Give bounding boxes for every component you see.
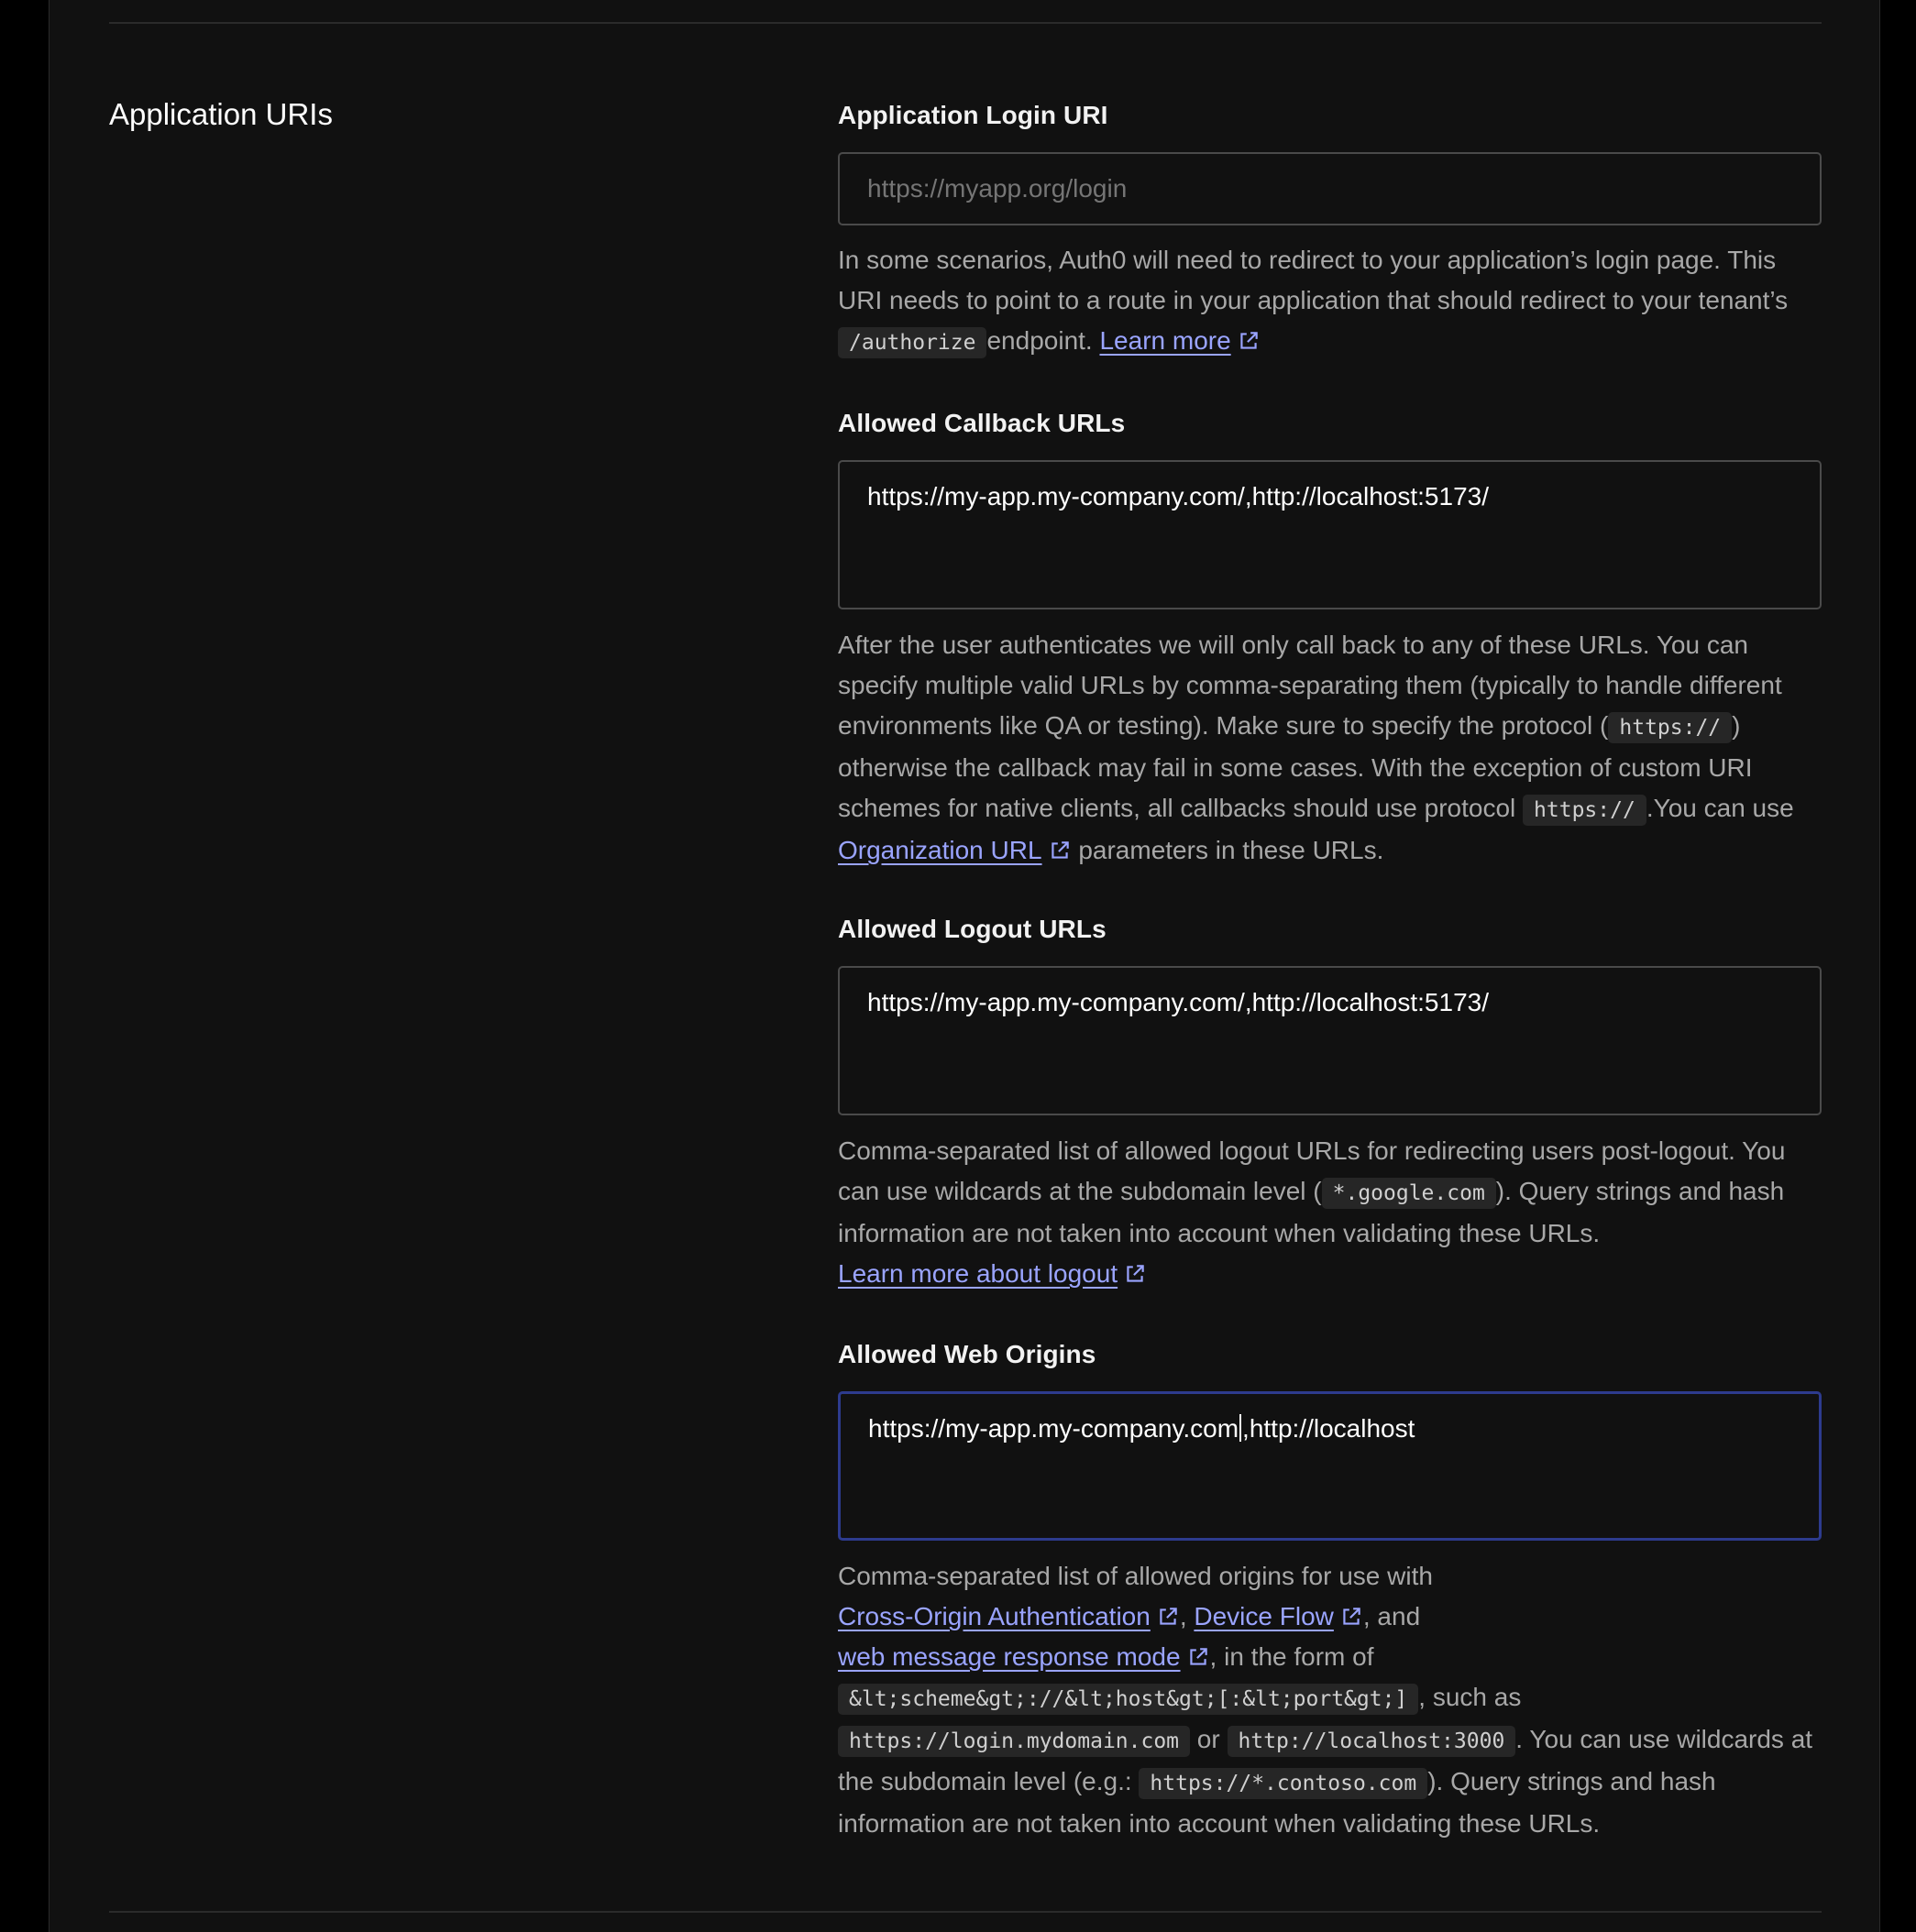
web-origins-label: Allowed Web Origins [838, 1340, 1096, 1368]
google-wildcard-code: *.google.com [1322, 1178, 1496, 1209]
learn-more-logout-link[interactable]: Learn more about logout [838, 1259, 1147, 1288]
external-link-icon [1237, 329, 1261, 353]
web-origins-help: Comma-separated list of allowed origins for use with Cross-Origin Authentication , Device Flow , and web message response mode , in the form of &lt;scheme&gt;://&lt;host&gt;[:&lt;port&gt;] , such as https://login.mydomain.com or http://localhost:3000 . You can use wildcards at the subdomain level (e.g.: https://*.contoso.com ). Query strings and hash information are not taken into account when validating these URLs. [838, 1562, 1813, 1838]
login-uri-help: In some scenarios, Auth0 will need to redirect to your application’s login page. This URI needs to point to a route in your application that should redirect to your tenant’s /authorize endpoint. Learn more [838, 240, 1822, 363]
external-link-icon [1186, 1645, 1210, 1669]
top-divider [109, 22, 1822, 24]
settings-panel [49, 0, 1880, 1932]
login-uri-input[interactable] [838, 152, 1822, 225]
example-localhost-code: http://localhost:3000 [1228, 1726, 1516, 1757]
device-flow-link[interactable]: Device Flow [1194, 1602, 1362, 1630]
login-uri-label: Application Login URI [838, 101, 1108, 129]
web-message-mode-link[interactable]: web message response mode [838, 1642, 1210, 1671]
example-login-code: https://login.mydomain.com [838, 1726, 1190, 1757]
callback-urls-label: Allowed Callback URLs [838, 409, 1126, 437]
logout-urls-label: Allowed Logout URLs [838, 915, 1107, 943]
external-link-icon [1123, 1262, 1147, 1286]
authorize-code: /authorize [838, 327, 986, 358]
logout-urls-help: Comma-separated list of allowed logout URLs for redirecting users post-logout. You can use wildcards at the subdomain level ( *.google.com ). Query strings and hash information are not taken into account when validating these URLs. Learn more about logout [838, 1136, 1786, 1288]
logout-urls-textarea[interactable]: https://my-app.my-company.com/,http://localhost:5173/ [838, 966, 1822, 1115]
https-code: https:// [1608, 712, 1732, 743]
callback-urls-textarea[interactable]: https://my-app.my-company.com/,http://localhost:5173/ [838, 460, 1822, 609]
organization-url-link[interactable]: Organization URL [838, 836, 1072, 864]
section-title: Application URIs [109, 97, 333, 131]
callback-urls-help: After the user authenticates we will only call back to any of these URLs. You can specify multiple valid URLs by comma-separating them (typically to handle different environments like QA or testing). Make sure to specify the protocol ( https:// ) otherwise the callback may fail in some cases. With the exception of custom URI schemes for native clients, all callbacks should use protocol https:// .You can use Organization URL parameters in these URLs. [838, 631, 1794, 864]
external-link-icon [1048, 839, 1072, 862]
origin-format-code: &lt;scheme&gt;://&lt;host&gt;[:&lt;port&gt;] [838, 1684, 1418, 1715]
external-link-icon [1339, 1605, 1363, 1629]
learn-more-link[interactable]: Learn more [1099, 326, 1260, 355]
text-caret [1239, 1414, 1241, 1442]
external-link-icon [1156, 1605, 1180, 1629]
bottom-divider [109, 1911, 1822, 1913]
cross-origin-auth-link[interactable]: Cross-Origin Authentication [838, 1602, 1180, 1630]
example-wildcard-code: https://*.contoso.com [1139, 1768, 1427, 1799]
https-code: https:// [1523, 795, 1646, 826]
web-origins-textarea[interactable]: https://my-app.my-company.com ,http://localhost [838, 1391, 1822, 1541]
